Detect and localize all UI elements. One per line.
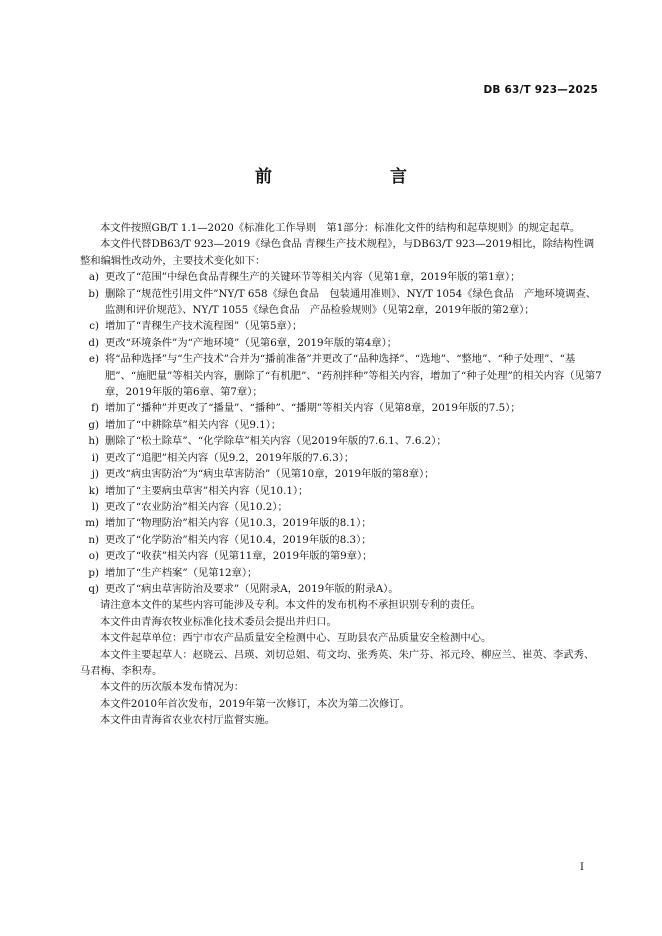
change-item-h [84,433,602,449]
item-text: 更改了“病虫草害防治及要求”（见附录A，2019年版的附录A）。 [105,582,399,595]
change-item-d [84,335,602,351]
patent-notice: 请注意本文件的某些内容可能涉及专利。本文件的发布机构不承担识别专利的责任。 [100,599,481,612]
change-item-n [84,532,602,548]
item-marker: o) [88,550,99,563]
item-marker: b) [88,287,99,300]
item-marker: h) [88,435,99,448]
item-text: 增加了“中耕除草”相关内容（见9.1）； [105,418,282,431]
change-item-l [84,499,602,515]
change-item-g [84,417,602,433]
change-item-i [84,450,602,466]
item-text: 将“品种选择”与“生产技术”合并为“播前准备”并更改了“品种选择”、“选地”、“整地”、“种子处理”、“基肥”、“施肥量”等相关内容，删除了“有机肥”、“药剂拌种”等相关内容，增加了“种子处理”的相关内容（见第7章，2019年版的第6章、第7章）； [105,353,602,399]
change-item-j [84,466,602,482]
change-list [80,269,602,597]
item-marker: j) [91,468,99,481]
item-text: 增加了“生产档案”（见第12章）； [105,566,258,579]
item-marker: e) [88,353,99,366]
change-item-q [84,581,602,597]
item-text: 删除了“规范性引用文件”NY/T 658《绿色食品 包装通用准则》、NY/T 1054《绿色食品 产地环境调查、监测和评价规范》、NY/T 1055《绿色食品 产品检验规则》（见第2章，2019年版的第2章）； [105,287,597,317]
item-marker: n) [88,533,99,546]
item-text: 增加了“青稞生产技术流程图”（见第5章）； [105,320,303,333]
item-text: 更改“病虫害防治”为“病虫草害防治”（见第10章，2019年版的第8章）； [105,468,435,481]
item-marker: g) [88,418,99,431]
change-item-o [84,548,602,564]
item-text: 更改了“范围”中绿色食品青稞生产的关键环节等相关内容（见第1章，2019年版的第1章）； [105,271,521,284]
item-text: 增加了“主要病虫草害”相关内容（见10.1）； [105,484,309,497]
item-marker: a) [88,271,99,284]
item-text: 增加了“物理防治”相关内容（见10.3，2019年版的8.1）； [105,517,372,530]
item-text: 删除了“松土除草”、“化学除草”相关内容（见2019年版的7.6.1、7.6.2）； [105,435,447,448]
change-item-a [84,269,602,285]
intro-paragraph: 本文件按照GB/T 1.1—2020《标准化工作导则 第1部分：标准化文件的结构和起草规则》的规定起草。 [100,222,581,234]
proposer-statement: 本文件由青海农牧业标准化技术委员会提出并归口。 [100,615,337,628]
change-item-k [84,483,602,499]
document-code: DB 63/T 923—2025 [483,84,598,96]
change-item-b [84,286,602,319]
change-item-f [84,400,602,416]
item-text: 更改了“化学防治”相关内容（见10.4，2019年版的8.3）； [105,533,372,546]
item-marker: d) [88,336,99,349]
change-item-p [84,565,602,581]
item-marker: p) [88,566,99,579]
change-item-m [84,515,602,531]
page-number: I [580,862,584,873]
intro-paragraph: 本文件代替DB63/T 923—2019《绿色食品 青稞生产技术规程》，与DB63/T 923—2019相比，除结构性调整和编辑性改动外，主要技术变化如下： [80,238,595,267]
item-text: 更改“环境条件”为“产地环境”（见第6章，2019年版的第4章）； [105,336,398,349]
item-marker: l) [91,500,99,513]
item-marker: c) [89,320,99,333]
drafters: 本文件主要起草人：赵晓云、吕瑛、刘切总姐、苟文均、张秀英、朱广芬、祁元玲、柳应兰、崔英、李武秀、马君梅、李积寿。 [80,648,595,677]
history-heading: 本文件的历次版本发布情况为： [100,681,245,694]
item-text: 增加了“播种”并更改了“播量”、“播种”、“播期”等相关内容（见第8章，2019年版的7.5）； [105,402,521,415]
item-marker: k) [88,484,99,497]
item-marker: q) [88,582,99,595]
item-text: 更改了“追肥”相关内容（见9.2，2019年版的7.6.3）； [105,451,355,464]
item-marker: f) [91,402,99,415]
foreword-body [80,220,602,729]
page-title: 前 言 [255,167,435,187]
item-text: 更改了“农业防治”相关内容（见10.2）； [105,500,288,513]
change-item-e [84,351,602,400]
drafting-units: 本文件起草单位：西宁市农产品质量安全检测中心、互助县农产品质量安全检测中心。 [100,632,492,645]
item-text: 更改了“收获”相关内容（见第11章，2019年版的第9章）； [105,550,373,563]
item-marker: i) [91,451,99,464]
item-marker: m) [85,517,99,530]
supervision-statement: 本文件由青海省农业农村厅监督实施。 [100,714,276,727]
change-item-c [84,318,602,334]
history-detail: 本文件2010年首次发布，2019年第一次修订，本次为第二次修订。 [100,697,410,710]
